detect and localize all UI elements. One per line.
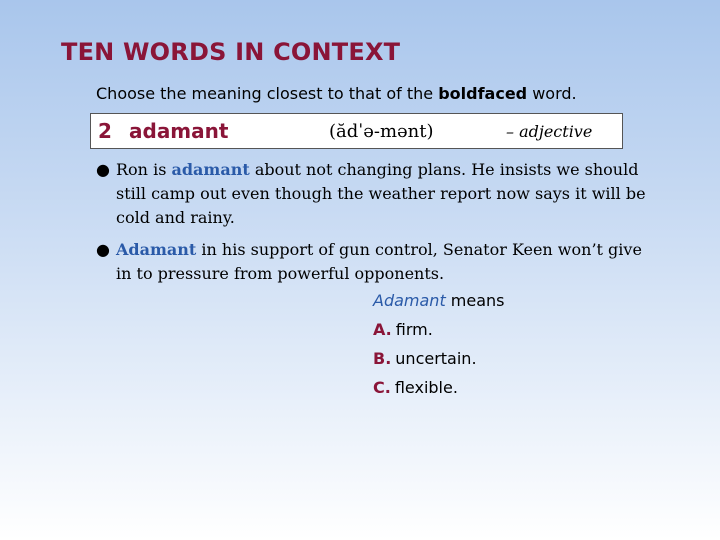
choice-text: flexible.: [394, 378, 458, 397]
sentence-keyword: Adamant: [116, 240, 197, 259]
sentence-text: Ron is: [116, 160, 172, 179]
word-box: [90, 113, 623, 149]
instructions-bold: boldfaced: [438, 84, 528, 103]
choice-b[interactable]: [373, 349, 477, 368]
bullet-icon: ●: [96, 160, 110, 179]
choice-text: uncertain.: [395, 349, 477, 368]
example-sentence-1: [96, 158, 656, 230]
choice-c[interactable]: [373, 378, 458, 397]
vocabulary-word: adamant: [129, 119, 229, 143]
pronunciation: (ădˈə-mənt): [329, 121, 434, 142]
page-title: TEN WORDS IN CONTEXT: [61, 38, 401, 66]
choice-letter: B.: [373, 349, 392, 368]
choice-a[interactable]: [373, 320, 433, 339]
choice-letter: A.: [373, 320, 392, 339]
question-keyword: Adamant: [373, 291, 446, 310]
word-number: 2: [98, 119, 112, 143]
choice-text: firm.: [395, 320, 433, 339]
instructions: [96, 84, 577, 103]
bullet-icon: ●: [96, 240, 110, 259]
sentence-text-end: about not changing plans. He insists we should still camp out even though the weather report now says it will be cold and rainy.: [116, 160, 646, 227]
choice-letter: C.: [373, 378, 391, 397]
sentence-body: [116, 238, 656, 286]
sentence-body: [116, 158, 656, 230]
part-of-speech: – adjective: [506, 122, 593, 141]
sentence-text-end: in his support of gun control, Senator Keen won’t give in to pressure from powerful opponents.: [116, 240, 642, 283]
example-sentence-2: [96, 238, 656, 286]
question-means: means: [445, 291, 505, 310]
question-prompt: [373, 291, 505, 310]
sentence-keyword: adamant: [171, 160, 250, 179]
instructions-text-end: word.: [527, 84, 577, 103]
instructions-text: Choose the meaning closest to that of the: [96, 84, 439, 103]
